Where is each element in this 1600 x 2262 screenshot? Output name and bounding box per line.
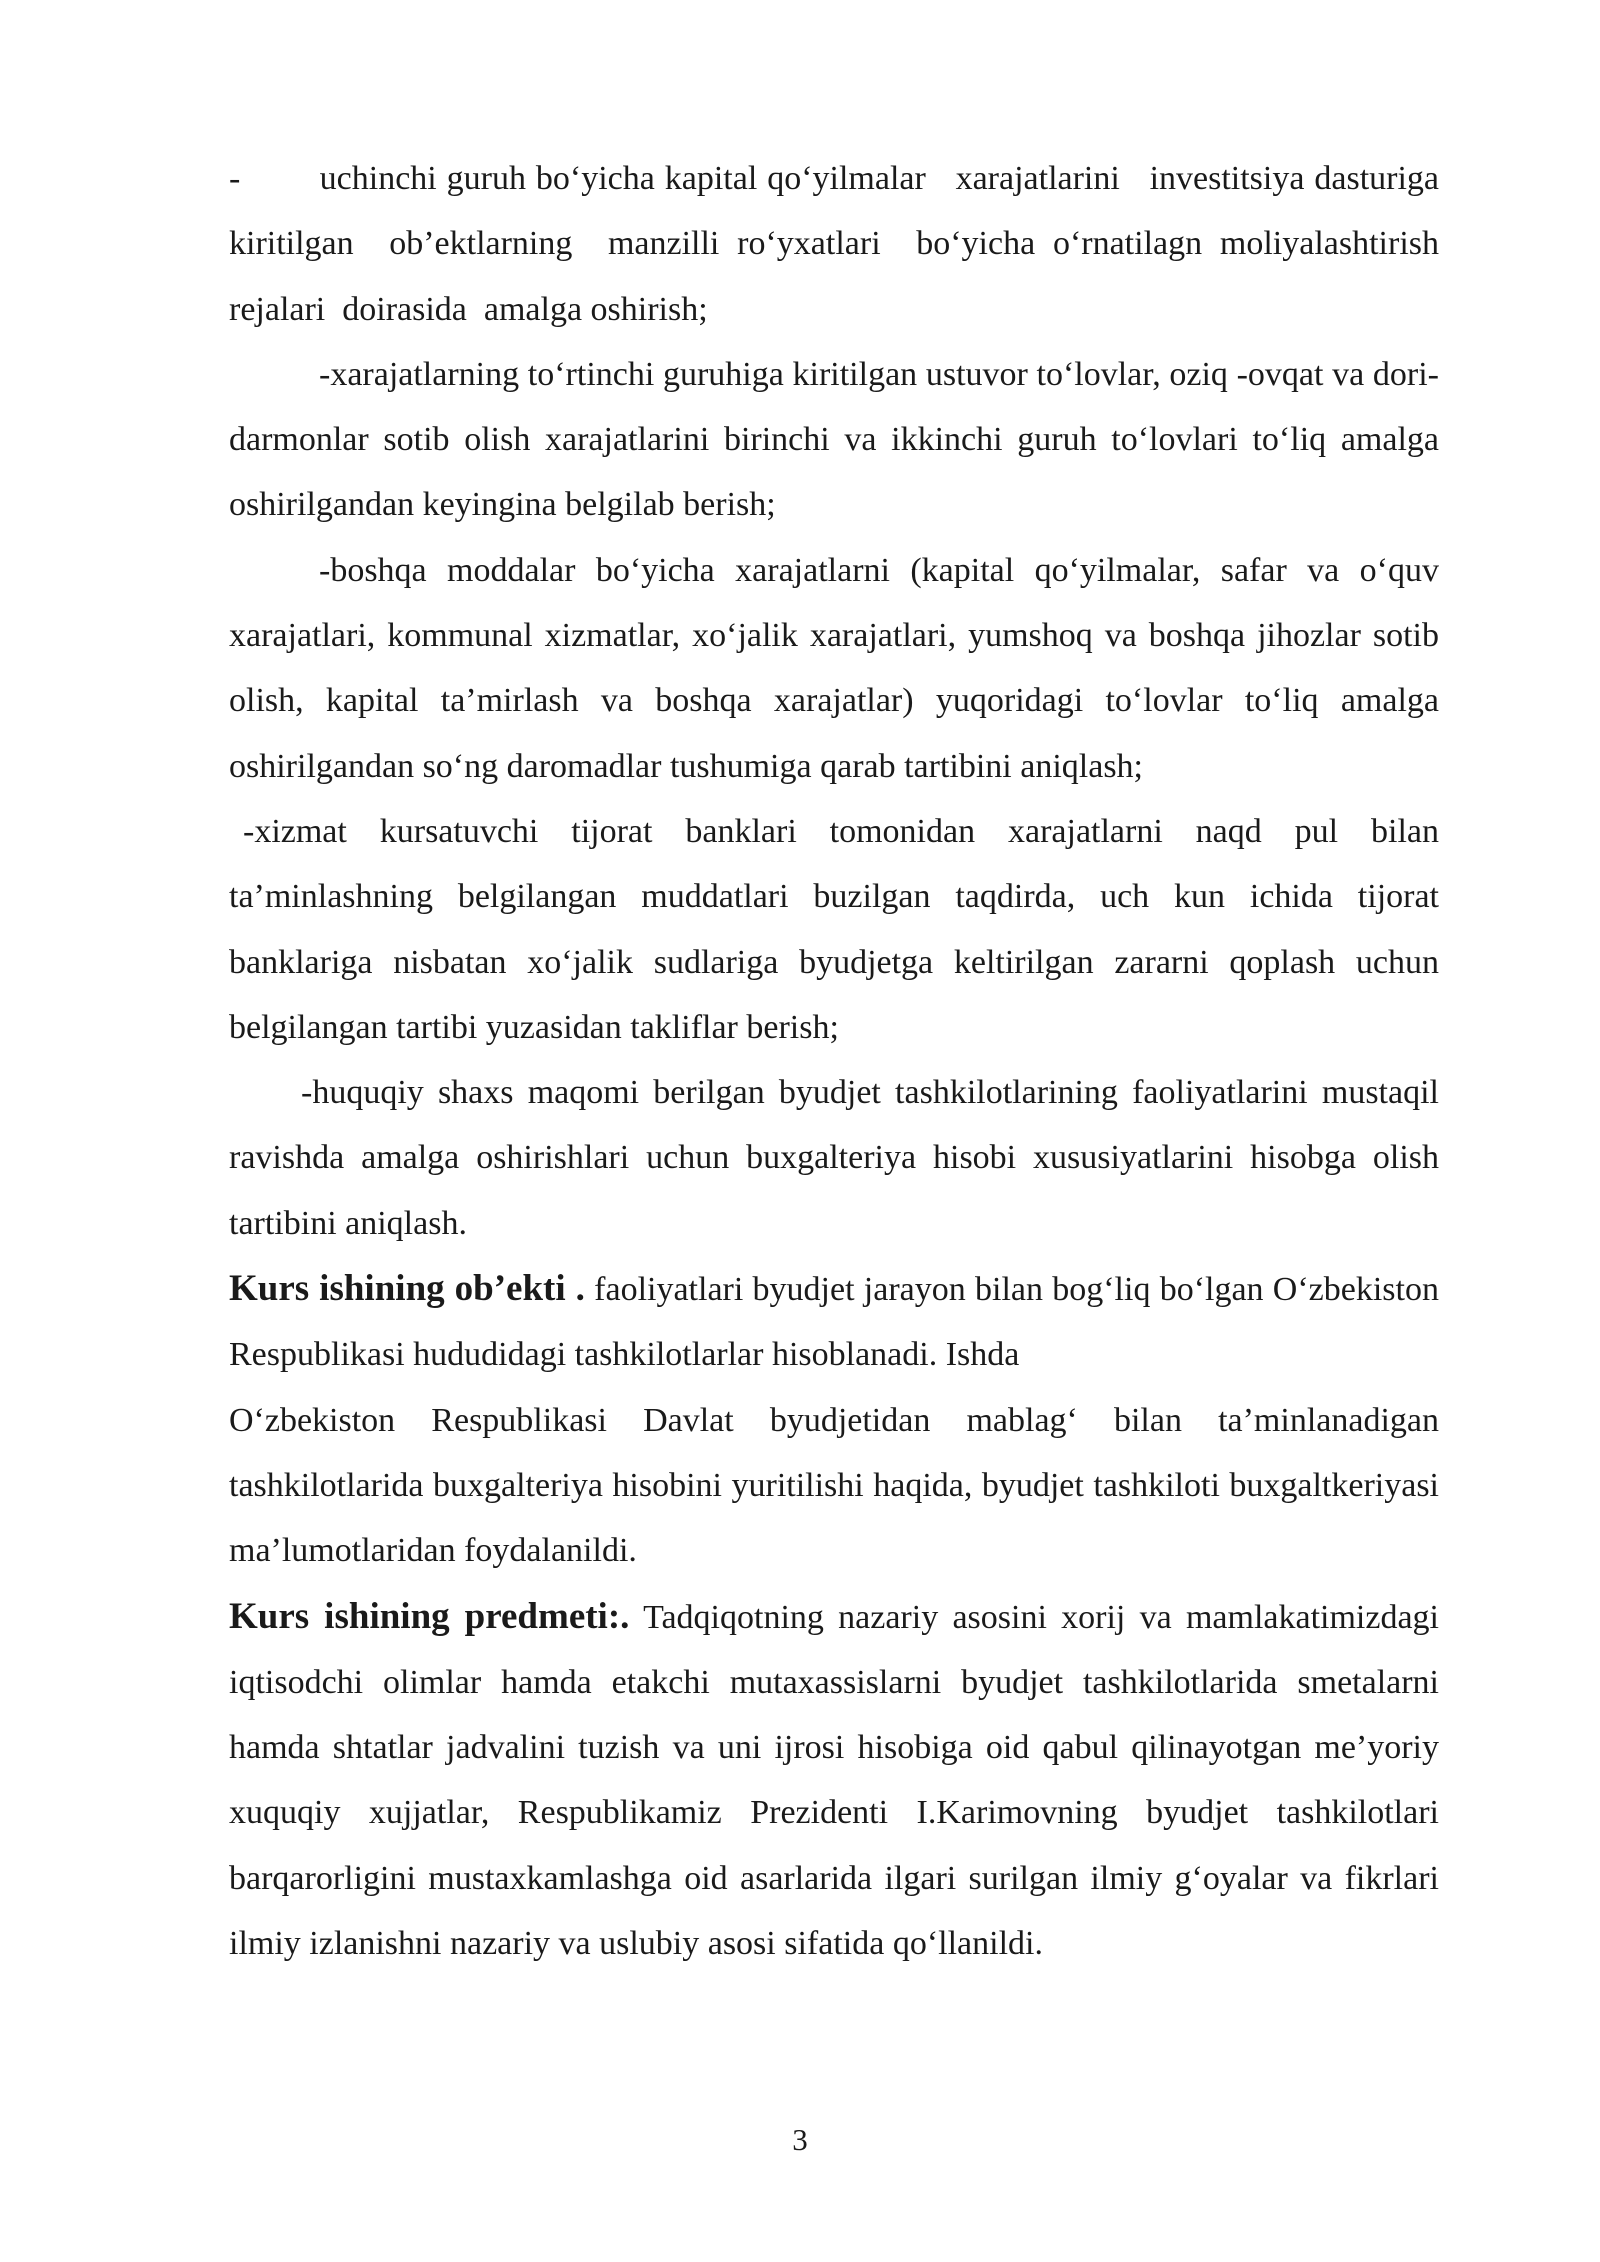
paragraph-course-object (229, 1256, 1439, 1388)
course-subject-text: Tadqiqotning nazariy asosini xorij va mamlakatimizdagi iqtisodchi olimlar hamda etakchi mutaxassislarni byudjet tashkilotlarida smetalarni hamda shtatlar jadvalini tuzish va uni ijrosi hisobiga oid qabul qilinayotgan me’yoriy xuquqiy xujjatlar, Respublikamiz Prezidenti I.Karimovning byudjet tashkilotlari barqarorligini mustaxkamlashga oid asarlarida ilgari surilgan ilmiy g‘oyalar va fikrlari ilmiy izlanishni nazariy va uslubiy asosi sifatida qo‘llanildi. (229, 1598, 1439, 1963)
paragraph-other-expenses: -boshqa moddalar bo‘yicha xarajatlarni (kapital qo‘yilmalar, safar va o‘quv xarajatlari, kommunal xizmatlar, xo‘jalik xarajatlari, yumshoq va boshqa jihozlar sotib olish, kapital ta’mirlash va boshqa xarajatlar) yuqoridagi to‘lovlar to‘liq amalga oshirilgandan so‘ng daromadlar tushumiga qarab tartibini aniqlash; (229, 551, 1439, 785)
paragraph-course-object-continued: O‘zbekiston Respublikasi Davlat byudjetidan mablag‘ bilan ta’minlanadigan tashkilotlarida buxgalteriya hisobini yuritilishi haqida, byudjet tashkiloti buxgaltkeriyasi ma’lumotlaridan foydalanildi. (229, 1401, 1439, 1570)
course-subject-heading: Kurs ishining predmeti:. (229, 1595, 630, 1637)
paragraph-capital-investments: - uchinchi guruh bo‘yicha kapital qo‘yilmalar xarajatlarini investitsiya dasturiga kiritilgan ob’ektlarning manzilli ro‘yxatlari bo‘yicha o‘rnatilagn moliyalashtirish rejalari doirasida amalga oshirish; (229, 160, 1456, 328)
course-object-text: faoliyatlari byudjet jarayon bilan bog‘liq bo‘lgan O‘zbekiston Respublikasi hududidagi tashkilotlarlar hisoblanadi. Ishda (229, 1271, 1439, 1374)
page-number: 3 (792, 2122, 808, 2157)
paragraph-priority-payments: -xarajatlarning to‘rtinchi guruhiga kiritilgan ustuvor to‘lovlar, oziq -ovqat va dori-darmonlar sotib olish xarajatlarini birinchi va ikkinchi guruh to‘lovlari to‘liq amalga oshirilgandan keyingina belgilab berish; (229, 355, 1439, 524)
paragraph-bank-proposals: -xizmat kursatuvchi tijorat banklari tomonidan xarajatlarni naqd pul bilan ta’minlashning belgilangan muddatlari buzilgan taqdirda, uch kun ichida tijorat banklariga nisbatan xo‘jalik sudlariga byudjetga keltirilgan zararni qoplash uchun belgilangan tartibi yuzasidan takliflar berish; (229, 812, 1439, 1046)
paragraph-legal-entity: -huquqiy shaxs maqomi berilgan byudjet tashkilotlarining faoliyatlarini mustaqil ravishda amalga oshirishlari uchun buxgalteriya hisobi xususiyatlarini hisobga olish tartibini aniqlash. (229, 1074, 1439, 1242)
paragraph-course-subject (229, 1584, 1439, 1977)
document-body (229, 146, 1456, 1976)
course-object-heading: Kurs ishining ob’ekti . (229, 1268, 585, 1310)
